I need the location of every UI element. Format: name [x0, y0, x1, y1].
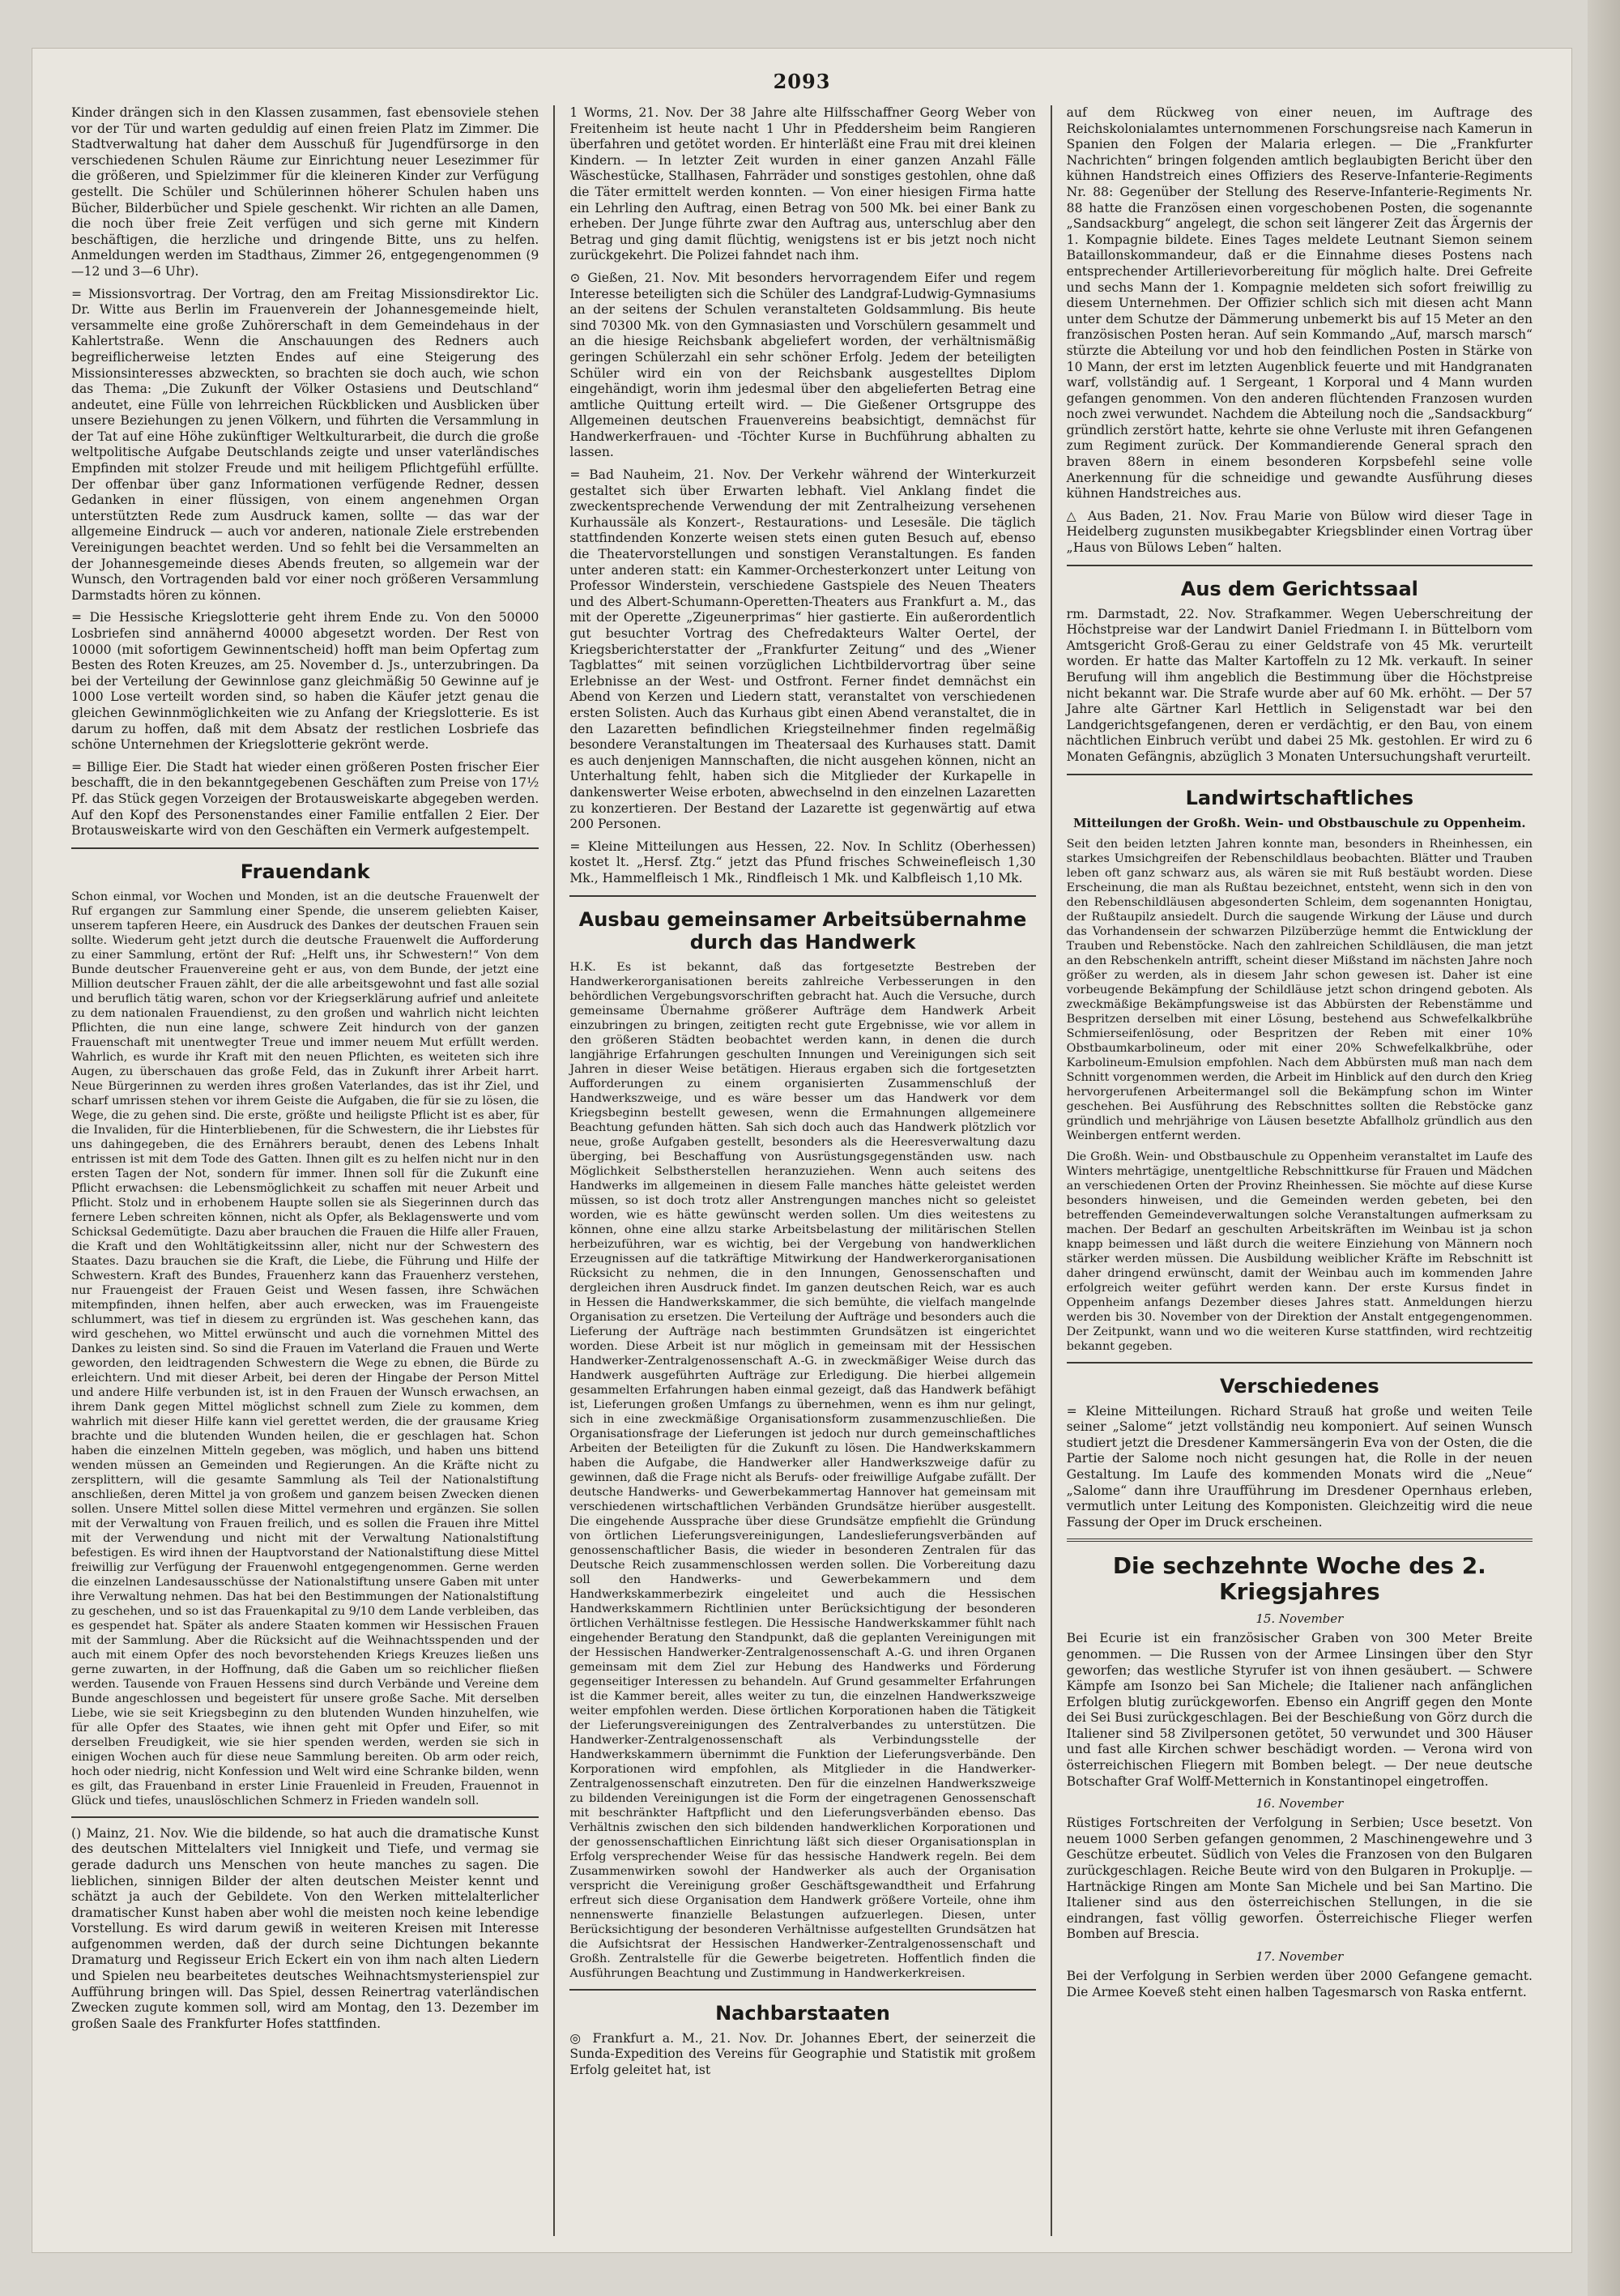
- divider: [1067, 565, 1533, 566]
- entry-15-november: Bei Ecurie ist ein französischer Graben von 300 Meter Breite genommen. — Die Russen von der Armee Linsingen über den Styr geworfen; das westliche Styrufer ist von ihnen gesäubert. — Schwere Kämpfe am Isonzo bei San Michele; die Italiener nach anfänglichen Erfolgen blutig zurückgeworfen. Ebenso ein Angriff gegen den Monte dei Sei Busi zurückgeschlagen. Bei der Beschießung von Görz durch die Italiener sind 58 Zivilpersonen getötet, 50 verwundet und 300 Häuser und fast alle Kirchen schwer beschädigt worden. — Verona wird von österreichischen Fliegern mit Bomben belegt. — Der neue deutsche Botschafter Graf Wolff-Metternich in Konstantinopel eingetroffen.: [1066, 1631, 1533, 1789]
- article-ausbau: H.K. Es ist bekannt, daß das fortgesetzte Bestreben der Handwerkerorganisationen bereits zahlreiche Verbesserungen in den behördlichen Vergebungsvorschriften gebracht hat. Auch die Versuche, durch gemeinsame Übernahme größerer Aufträge dem Handwerk Arbeit einzubringen zu bringen, zeitigten recht gute Ergebnisse, wie vor allem in den größeren Städten beobachtet werden kann, in denen die durch langjährige Erfahrungen geschulten Innungen und Vereinigungen sich seit Jahren in dieser Weise betätigen. Hieraus ergaben sich die fortgesetzten Aufforderungen zu einem organisierten Zusammenschluß der Handwerkszweige, und es wäre besser um das Handwerk vor dem Kriegsbeginn bestellt gewesen, wenn die Ermahnungen allgemeinere Beachtung gefunden hätten. Sah sich doch auch das Handwerk plötzlich vor neue, große Aufgaben gestellt, besonders als die Heeresverwaltung dazu überging, bei Beschaffung von Ausrüstungsgegenständen usw. nach Möglichkeit Selbstherstellen heranzuziehen. Wenn auch seitens des Handwerks im allgemeinen in diesem Falle manches hätte geleistet werden müssen, so ist doch trotz aller Anstrengungen manches nicht so geleistet worden, wie es hätte gewünscht werden sollen. Um dies weitestens zu können, ohne eine allzu starke Arbeitsbelastung der militärischen Stellen herbeizuführen, war es wichtig, bei der Vergebung von handwerklichen Erzeugnissen auf die tatkräftige Mitwirkung der Handwerkerorganisationen Rücksicht zu nehmen, die in den Innungen, Genossenschaften und dergleichen ihren Ausdruck findet. Im ganzen deutschen Reich, war es auch in Hessen die Handwerkskammer, die sich bemühte, die vielfach mangelnde Organisation zu ersetzen. Die Verteilung der Aufträge und besonders auch die Lieferung der Aufträge nach bestimmten Grundsätzen ist eingerichtet worden. Diese Arbeit ist nur möglich in gemeinsam mit der Hessischen Handwerker-Zentralgenossenschaft A.-G. in zweckmäßiger Weise durch das Handwerk ausgeführten Aufträge zur Erledigung. Die hierbei allgemein gesammelten Erfahrungen haben einmal gezeigt, daß das Handwerk befähigt ist, Lieferungen großen Umfangs zu übernehmen, wenn es ihm nur gelingt, sich in eine zweckmäßige Organisationsform zusammenzuschließen. Die Organisationsfrage der Lieferungen ist jedoch nur durch gemeinschaftliches Arbeiten der Beteiligten für die Zukunft zu lösen. Die Handwerkskammern haben die Aufgabe, die Handwerker aller Handwerkszweige dafür zu gewinnen, daß die Frage nicht als Berufs- oder freiwillige Aufgabe zufällt. Der deutsche Handwerks- und Gewerbekammertag Hannover hat gemeinsam mit verschiedenen wirtschaftlichen Verbänden Grundsätze hierüber ausgestellt. Die eingehende Aussprache über diese Grundsätze empfiehlt die Gründung von örtlichen Lieferungsvereinigungen, Landeslieferungsverbänden auf genossenschaftlicher Basis, die wieder in besonderen Zentralen für das Deutsche Reich zusammenschlossen werden sollen. Die Vorbereitung dazu soll den Handwerks- und Gewerbekammern und dem Handwerkskammerbezirk eingeleitet und auch die Hessischen Handwerkskammern Richtlinien unter Berücksichtigung der besonderen örtlichen Verhältnisse festlegen. Die Hessische Handwerkskammer fühlt nach eingehender Beratung den Standpunkt, daß die geplanten Vereinigungen mit der Hessischen Handwerker-Zentralgenossenschaft A.-G. und ihren Organen gemeinsam mit dem Ziel zur Hebung des Handwerks und Förderung gegenseitiger Interessen zu behandeln. Auf Grund gesammelter Erfahrungen ist die Kammer bereit, alles weiter zu tun, die einzelnen Handwerkszweige weiter empfohlen werden. Diese örtlichen Korporationen haben die Tätigkeit der Lieferungsvereinigungen des Zentralverbandes zu unterstützen. Die Handwerker-Zentralgenossenschaft als Verbindungsstelle der Handwerkskammern übernimmt die Funktion der Lieferungsverbände. Den Korporationen wird empfohlen, als Mitglieder in die Handwerker-Zentralgenossenschaft einzutreten. Den für die einzelnen Handwerkszweige zu bildenden Vereinigungen ist die Form der eingetragenen Genossenschaft mit beschränkter Haftpflicht und den Lieferungsverbänden ebenso. Das Verhältnis zwischen den sich bildenden handwerklichen Korporationen und der genossenschaftlichen Einrichtung läßt sich dieser Organisationsplan in Erfolg versprechender Weise für das hessische Handwerk regeln. Bei dem Zusammenwirken sowohl der Handwerker als auch der Organisation verspricht die Vereinigung großer Geschäftsgewandtheit und Erfahrung erfreut sich diese Organisation dem Handwerk größere Vorteile, ohne ihm nennenswerte finanzielle Belastungen aufzuerlegen. Diesen, unter Berücksichtigung der besonderen Verhältnisse aufgestellten Grundsätzen hat die Aufsichtsrat der Hessischen Handwerker-Zentralgenossenschaft und Großh. Zentralstelle für die Gewerbe beigetreten. Hoffentlich finden die Ausführungen Beachtung und Zustimmung in Handwerkerkreisen.: [569, 960, 1036, 1980]
- column-2: [553, 105, 1050, 2236]
- subheading-oppenheim: Mitteilungen der Großh. Wein- und Obstbauschule zu Oppenheim.: [1072, 815, 1526, 830]
- article-frauendank: Schon einmal, vor Wochen und Monden, ist an die deutsche Frauenwelt der Ruf ergangen zur Sammlung einer Spende, die unserem geliebten Kaiser, unserem tapferen Heere, ein Ausdruck des Dankes der deutschen Frauen sein sollte. Wiederum geht jetzt durch die deutsche Frauenwelt die Aufforderung zu einer Sammlung, ertönt der Ruf: „Helft uns, ihr Schwestern!“ Von dem Bunde deutscher Frauenvereine geht er aus, von dem Bunde, der jetzt eine Million deutscher Frauen zählt, der die alle arbeitsgewohnt und fast alle sozial und beruflich tätig waren, schon vor der Kriegserklärung aufrief und anleitete zu dem nationalen Frauendienst, zu den großen und wahrlich nicht leichten Pflichten, die nun eine lange, schwere Zeit hindurch von der ganzen Frauenschaft mit unentwegter Treue und immer neuem Mut erfüllt werden. Wahrlich, es wurde ihr Kraft mit den neuen Pflichten, es weiteten sich ihre Augen, zu überschauen das große Feld, das in Zukunft ihrer Arbeit harrt. Neue Bürgerinnen zu werden ihres großen Vaterlandes, das ist ihr Ziel, und scharf umrissen stehen vor ihrem Geiste die Aufgaben, die für sie zu lösen, die Wege, die zu gehen sind. Die erste, größte und heiligste Pflicht ist es aber, für die Invaliden, für die Hinterbliebenen, für die Schwestern, die ihr Liebstes für uns dahingegeben, die des Ernährers beraubt, denen des Lebens Inhalt entrissen ist mit dem Tode des Gatten. Ihnen gilt es zu helfen nicht nur in den ersten Tagen der Not, sondern für immer. Ihnen soll für die Zukunft eine Pflicht erwachsen: die Lebensmöglichkeit zu schaffen mit neuer Arbeit und Pflicht. Stolz und in erhobenem Haupte sollen sie als Siegerinnen durch das fernere Leben schreiten können, nicht als Opfer, als Beklagenswerte und vom Schicksal Gedemütigte. Dazu aber brauchen die Frauen die Hilfe aller Frauen, die Kraft und den Wohltätigkeitssinn aller, nicht nur der Schwestern des Staates. Dazu brauchen sie die Kraft, die Liebe, die Führung und Hilfe der Schwestern. Kraft des Bundes, Frauenherz kann das Frauenherz verstehen, nur Frauengeist der Frauen Geist und Wesen fassen, ihre Schwächen mitempfinden, ihnen helfen, aber auch erwecken, was im Frauengeiste schlummert, was tief in diesem zu ergründen ist. Was geschehen kann, das wird geschehen, wo Mittel erwünscht und auch die vornehmen Mittel des Dankes zu leisten sind. So sind die Frauen im Vaterland die Frauen und Werte geworden, den leidtragenden Schwestern die Wege zu ebnen, die Bürde zu erleichtern. Und mit dieser Arbeit, bei deren der Hingabe der Person Mittel und andere Hilfe verbunden ist, ist in den Frauen der Wunsch erwachsen, an ihrem Dank gegen Mittel möglichst schnell zum Ziele zu kommen, dem wahrlich mit dieser Hilfe kann viel gerettet werden, die der grausame Krieg brachte und die blutenden Wunden heilen, die er geschlagen hat. Schon haben die einzelnen Mitteln gegeben, was möglich, und haben uns bittend wenden müssen an Gemeinden und Regierungen. An die Kräfte nicht zu zersplittern, will die gesamte Sammlung als Teil der Nationalstiftung anschließen, deren Mittel ja von großem und ganzem beisen Zwecken dienen sollen. Unsere Mittel sollen diese Mittel vermehren und ergänzen. Sie sollen mit der Verwaltung von Frauen freilich, und es sollen die Frauen ihre Mittel mit der Verwendung und nicht mit der Verwaltung Nationalstiftung befestigen. Es wird ihnen der Hauptvorstand der Nationalstiftung diese Mittel freiwillig zur Verfügung der Frauenwohl entgegengenommen. Gerne werden die einzelnen Landesausschüsse der Nationalstiftung unsere Gaben mit unter ihre Verwaltung nehmen. Das hat bei den Bestimmungen der Nationalstiftung zu geschehen, und so ist das Frauenkapital zu 9/10 dem Lande verbleiben, das es gespendet hat. Später als andere Staaten kommen wir Hessischen Frauen mit der Sammlung. Aber die Rücksicht auf die Weihnachtsspenden und der auch mit einem Opfer des noch bevorstehenden Kriegs Kreuzes ließen uns gerne zuwarten, in der Hoffnung, daß die Gaben um so reichlicher fließen werden. Tausende von Frauen Hessens sind durch Verbände und Vereine dem Bunde angeschlossen und begeistert für unsere große Sache. Mit derselben Liebe, wie sie seit Kriegsbeginn zu den blutenden Wunden hinzuhelfen, wie für alle Opfer des Staates, wie ihnen geht mit Opfer und Eifer, so mit derselben Freudigkeit, wie sie hier spenden werden, werden sie sich in einigen Wochen auch für diese neue Sammlung bereiten. Ob arm oder reich, hoch oder niedrig, nicht Konfession und Welt wird eine Schranke bilden, wenn es gilt, das Frauenband in erster Linie Frauenleid in Freuden, Frauennot in Glück und tiefes, unauslöschlichen Schmerz in Frieden wandeln soll.: [71, 890, 539, 1807]
- article-missionsvortrag: = Missionsvortrag. Der Vortrag, den am Freitag Missionsdirektor Lic. Dr. Witte aus Berlin im Frauenverein der Johannesgemeinde hielt, versammelte eine große Zuhörerschaft in dem Gemeindehaus in der Kahlertstraße. Wenn die Anschauungen des Redners auch begreiflicherweise letzten Endes auf eine Steigerung des Missionsinteresses abzweckten, so brachten sie doch auch, wie schon das Thema: „Die Zukunft der Völker Ostasiens und Deutschland“ andeutet, eine Fülle von lehrreichen Rückblicken und Ausblicken über unsere Beziehungen zu jenen Völkern, und führten die Versammlung in der Tat auf eine Höhe zukünftiger Weltkulturarbeit, die durch die große weltpolitische Aufgabe Deutschlands zeigte und unser vaterländisches Empfinden mit stolzer Freude und mit heiligem Pflichtgefühl erfüllte. Der offenbar über ganz Informationen verfügende Redner, dessen Gedanken in einer flüssigen, von einem angenehmen Organ unterstützten Rede zum Ausdruck kamen, sollte — das war der allgemeine Eindruck — auch vor anderen, nationale Ziele erstrebenden Vereinigungen beachtet werden. Und so fehlt bei die Versammelten an der Johannesgemeinde dieses Abends freuten, so allgemein war der Wunsch, den Vortragenden bald vor einer noch größeren Versammlung Darmstadts hören zu können.: [71, 286, 539, 603]
- heading-ausbau: Ausbau gemeinsamer Arbeitsübernahme durch das Handwerk: [578, 907, 1027, 954]
- date-16-november: 16. November: [1256, 1796, 1344, 1812]
- page-edge: [1588, 0, 1620, 2296]
- entry-16-november: Rüstiges Fortschreiten der Verfolgung in Serbien; Usce besetzt. Von neuem 1000 Serben gefangen genommen, 2 Maschinengewehre und 3 Geschütze erbeutet. Südlich von Veles die Franzosen von den Bulgaren zurückgeschlagen. Reiche Beute wird von den Bulgaren in Prokuplje. — Hartnäckige Ringen am Monte San Michele und bei San Martino. Die Italiener sind aus den österreichischen Stellungen, in die sie eindrangen, fast völlig geworfen. Österreichische Flieger werfen Bomben auf Brescia.: [1066, 1816, 1533, 1942]
- columns: [57, 105, 1547, 2236]
- article-frankfurt: ◎ Frankfurt a. M., 21. Nov. Dr. Johannes Ebert, der seinerzeit die Sunda-Expedition des Vereins für Geographie und Statistik mit großem Erfolg geleitet hat, ist: [569, 2030, 1036, 2077]
- article-kriegslotterie: = Die Hessische Kriegslotterie geht ihrem Ende zu. Von den 50000 Losbriefen sind annähernd 40000 abgesetzt worden. Der Rest von 10000 (mit sofortigem Gewinnentscheid) hofft man beim Opfertag zum Besten des Roten Kreuzes, am 25. November d. Js., unterzubringen. Da bei der Verteilung der Gewinnlose ganz gleichmäßig 50 Gewinne auf je 1000 Lose verteilt worden sind, so haben die Käufer jetzt genau die gleichen Gewinnmöglichkeiten wie zu Anfang der Kriegslotterie. Es ist darum zu hoffen, daß mit dem Absatz der restlichen Losbriefe das schöne Unternehmen der Kriegslotterie gekrönt werde.: [71, 610, 539, 753]
- article-kleine-mitteilungen-hessen: = Kleine Mitteilungen aus Hessen, 22. Nov. In Schlitz (Oberhessen) kostet lt. „Hersf. Ztg.“ jetzt das Pfund frisches Schweinefleisch 1,30 Mk., Hammelfleisch 1 Mk., Rindfleisch 1 Mk. und Kalbfleisch 1,10 Mk.: [569, 839, 1036, 886]
- heading-landwirtschaftliches: Landwirtschaftliches: [1185, 786, 1414, 809]
- column-3: [1051, 105, 1547, 2236]
- article-billige-eier: = Billige Eier. Die Stadt hat wieder einen größeren Posten frischer Eier beschafft, die in den bekanntgegebenen Geschäften zum Preise von 17½ Pf. das Stück gegen Vorzeigen der Brotausweiskarte abgegeben werden. Auf den Kopf des Personenstandes einer Familie entfallen 2 Eier. Der Brotausweiskarte wird von den Geschäften ein Vermerk aufgestempelt.: [71, 759, 539, 839]
- divider: [569, 895, 1035, 897]
- article-frankfurt-continued: auf dem Rückweg von einer neuen, im Auftrage des Reichskolonialamtes unternommenen Forschungsreise nach Kamerun in Spanien den Folgen der Malaria erlegen. — Die „Frankfurter Nachrichten“ bringen folgenden amtlich beglaubigten Bericht über den kühnen Handstreich eines Offiziers des Reserve-Infanterie-Regiments Nr. 88: Gegenüber der Stellung des Reserve-Infanterie-Regiments Nr. 88 hatte die Französen einen vorgeschobenen Posten, die sogenannte „Sandsackburg“ angelegt, die schon seit längerer Zeit das Ärgernis der 1. Kompagnie bildete. Eines Tages meldete Leutnant Siemon seinem Bataillonskommandeur, daß er die Einnahme dieses Postens nach entsprechender Artillerievorbereitung für möglich halte. Drei Gefreite und sechs Mann der 1. Kompagnie meldeten sich sofort freiwillig zu diesem Unternehmen. Der Offizier schlich sich mit diesen acht Mann unter dem Schutze der Dämmerung unbemerkt bis auf 15 Meter an den französischen Posten heran. Auf sein Kommando „Auf, marsch marsch“ stürzte die Abteilung vor und hob den feindlichen Posten in Stärke von 10 Mann, der erst im letzten Augenblick feuerte und mit Handgranaten warf, vollständig auf. 1 Sergeant, 1 Korporal und 4 Mann wurden gefangen genommen. Von den anderen flüchtenden Franzosen wurden noch zwei verwundet. Nachdem die Abteilung noch die „Sandsackburg“ gründlich zerstört hatte, kehrte sie ohne Verluste mit ihren Gefangenen zum Regiment zurück. Der Kommandierende General sprach den braven 88ern in einem besonderen Korpsbefehl seine volle Anerkennung für die schneidige und gewandte Ausführung dieses kühnen Handstreiches aus.: [1066, 105, 1533, 501]
- divider: [1067, 1362, 1533, 1364]
- column-1: [57, 105, 553, 2236]
- article-giessen: ⊙ Gießen, 21. Nov. Mit besonders hervorragendem Eifer und regem Interesse beteiligten sich die Schüler des Landgraf-Ludwig-Gymnasiums an der seitens der Schulen veranstalteten Goldsammlung. Bis heute sind 70300 Mk. von den Gymnasiasten und Vorschülern gesammelt und an die hiesige Reichsbank abgeliefert worden, der verhältnismäßig geringen Schülerzahl ein sehr schöner Erfolg. Jedem der beteiligten Schüler wird ein von der Reichsbank ausgestelltes Diplom eingehändigt, worin ihm jedesmal über den abgelieferten Betrag eine amtliche Quittung erteilt wird. — Die Gießener Ortsgruppe des Allgemeinen deutschen Frauenvereins beabsichtigt, demnächst für Handwerkerfrauen- und -Töchter Kurse in Buchführung abhalten zu lassen.: [569, 270, 1036, 460]
- date-17-november: 17. November: [1256, 1949, 1344, 1964]
- date-15-november: 15. November: [1256, 1611, 1344, 1627]
- entry-17-november: Bei der Verfolgung in Serbien werden über 2000 Gefangene gemacht. Die Armee Koeveß steht einen halben Tagesmarsch von Raska entfernt.: [1066, 1969, 1533, 1999]
- divider: [1067, 774, 1533, 775]
- article-salome: = Kleine Mitteilungen. Richard Strauß hat große und weiten Teile seiner „Salome“ jetzt vollständig neu komponiert. Auf seinen Wunsch studiert jetzt die Dresdener Kammersängerin Eva von der Osten, die die Partie der Salome noch nicht gesungen hat, die Rolle in der neuen Gestaltung. Im Laufe des kommenden Monats wird die „Neue“ „Salome“ dann ihre Uraufführung im Dresdener Opernhaus erleben, vermutlich unter Leitung des Komponisten. Gleichzeitig wird die neue Fassung der Oper im Druck erscheinen.: [1066, 1403, 1533, 1530]
- article-mainz: () Mainz, 21. Nov. Wie die bildende, so hat auch die dramatische Kunst des deutschen Mittelalters viel Innigkeit und Tiefe, und vermag sie gerade dadurch uns Menschen von heute manches zu sagen. Die lieblichen, sinnigen Bilder der alten deutschen Meister kennt und schätzt ja auch der Gebildete. Von den Werken mittelalterlicher dramatischer Kunst haben aber wohl die meisten noch keine lebendige Vorstellung. Es wird darum gewiß in weiteren Kreisen mit Interesse aufgenommen werden, daß der durch seine Dichtungen bekannte Dramaturg und Regisseur Erich Eckert ein von ihm nach alten Liedern und Spielen neu bearbeitetes deutsches Weihnachtsmysterienspiel zur Aufführung bringen will. Das Spiel, dessen Reinertrag vaterländischen Zwecken zugute kommen soll, wird am Montag, den 13. Dezember im großen Saale des Frankfurter Hofes stattfinden.: [71, 1825, 539, 2031]
- newspaper-page: [32, 49, 1571, 2252]
- divider: [569, 1989, 1035, 1991]
- heading-gerichtssaal: Aus dem Gerichtssaal: [1180, 577, 1418, 600]
- divider: [71, 847, 539, 849]
- heading-nachbarstaaten: Nachbarstaaten: [715, 2001, 890, 2025]
- article-worms: 1 Worms, 21. Nov. Der 38 Jahre alte Hilfsschaffner Georg Weber von Freitenheim ist heute nacht 1 Uhr in Pfeddersheim beim Rangieren überfahren und getötet worden. Er hinterläßt eine Frau mit drei kleinen Kindern. — In letzter Zeit wurden in einer ganzen Anzahl Fälle Wäschestücke, Stallhasen, Fahrräder und sonstiges gestohlen, ohne daß die Täter ermittelt werden konnten. — Von einer hiesigen Firma hatte ein Lehrling den Auftrag, einen Betrag von 500 Mk. bei einer Bank zu erheben. Der Junge führte zwar den Auftrag aus, unterschlug aber den Betrag und ging damit flüchtig, wenigstens ist er bis jetzt noch nicht zurückgekehrt. Die Polizei fahndet nach ihm.: [569, 105, 1036, 263]
- article-bad-nauheim: = Bad Nauheim, 21. Nov. Der Verkehr während der Winterkurzeit gestaltet sich über Erwarten lebhaft. Viel Anklang findet die zweckentsprechende Verwendung der mit Zentralheizung versehenen Kurhaussäle als Konzert-, Restaurations- und Lesesäle. Die täglich stattfindenden Konzerte weisen stets einen guten Besuch auf, ebenso die Theatervorstellungen und sonstigen Veranstaltungen. Es fanden unter anderen statt: ein Kammer-Orchesterkonzert unter Leitung von Professor Winderstein, verschiedene Gastspiele des Neuen Theaters und des Albert-Schumann-Operetten-Theaters aus Frankfurt a. M., das mit der Operette „Zigeunerprimas“ hier gastierte. Ein außerordentlich gut besuchter Vortrag des Chefredakteurs Walter Oertel, der Kriegsberichterstatter der „Frankfurter Zeitung“ und des „Wiener Tagblattes“ mit seinen vorzüglichen Lichtbildervortrag über seine Erlebnisse an der West- und Ostfront. Ferner findet demnächst ein Abend von Kerzen und Liedern statt, veranstaltet von verschiedenen ersten Solisten. Auch das Kurhaus gibt einen Abend veranstaltet, die in den Lazaretten befindlichen Kriegsteilnehmer finden regelmäßig besondere Veranstaltungen im Theatersaal des Kurhauses statt. Damit es auch denjenigen Mannschaften, die nicht ausgehen können, nicht an Unterhaltung fehlt, haben sich die Mitglieder der Kurkapelle in dankenswerter Weise erboten, abwechselnd in den einzelnen Lazaretten zu konzertieren. Der Bestand der Lazarette ist gegenwärtig auf etwa 200 Personen.: [569, 467, 1036, 832]
- article-continuation: Kinder drängen sich in den Klassen zusammen, fast ebensoviele stehen vor der Tür und warten geduldig auf einen freien Platz im Zimmer. Die Stadtverwaltung hat daher dem Ausschuß für Jugendfürsorge in den verschiedenen Schulen Räume zur Einrichtung neuer Lesezimmer für die größeren, und Spielzimmer für die kleineren Kinder zur Verfügung gestellt. Die Schüler und Schülerinnen höherer Schulen haben uns Bücher, Bilderbücher und Spiele geschenkt. Wir richten an alle Damen, die noch über freie Zeit verfügen und sich gerne mit Kindern beschäftigen, die herzliche und dringende Bitte, uns zu helfen. Anmeldungen werden im Stadthaus, Zimmer 26, entgegengenommen (9—12 und 3—6 Uhr).: [71, 105, 539, 279]
- divider: [1067, 1538, 1533, 1542]
- heading-kriegswoche: Die sechzehnte Woche des 2. Kriegsjahres: [1112, 1552, 1486, 1606]
- article-aus-baden: △ Aus Baden, 21. Nov. Frau Marie von Bülow wird dieser Tage in Heidelberg zugunsten musikbegabter Kriegsblinder einen Vortrag über „Haus von Bülows Leben“ halten.: [1066, 508, 1533, 556]
- article-rebschnittkurse: Die Großh. Wein- und Obstbauschule zu Oppenheim veranstaltet im Laufe des Winters mehrtägige, unentgeltliche Rebschnittkurse für Frauen und Mädchen an verschiedenen Orten der Provinz Rheinhessen. Sie möchte auf diese Kurse besonders hinweisen, und die Gemeinden werden gebeten, bei den betreffenden Gemeindeverwaltungen solche Veranstaltungen aufmerksam zu machen. Der Bedarf an geschulten Arbeitskräften im Weinbau ist ja schon knapp beimessen und läßt durch die weitere Einziehung von Männern noch stärker werden müssen. Die Ausbildung weiblicher Kräfte im Rebschnitt ist daher dringend erwünscht, damit der Weinbau auch im kommenden Jahre erfolgreich weiter geführt werden kann. Der erste Kursus findet in Oppenheim anfangs Dezember dieses Jahres statt. Anmeldungen hierzu werden bis 30. November von der Direktion der Anstalt entgegengenommen. Der Zeitpunkt, wann und wo die weiteren Kurse stattfinden, wird rechtzeitig bekannt gegeben.: [1066, 1150, 1533, 1353]
- heading-frauendank: Frauendank: [240, 860, 370, 883]
- article-darmstadt-strafkammer: rm. Darmstadt, 22. Nov. Strafkammer. Wegen Ueberschreitung der Höchstpreise war der Landwirt Daniel Friedmann I. in Büttelborn vom Amtsgericht Groß-Gerau zu einer Geldstrafe von 45 Mk. verurteilt worden. Er hatte das Malter Kartoffeln zu 12 Mk. verkauft. In seiner Berufung will ihm angeblich die Bestimmung über die Höchstpreise nicht bekannt war. Die Strafe wurde aber auf 60 Mk. erhöht. — Der 57 Jahre alte Gärtner Karl Hettlich in Seligenstadt war bei den Landgerichtsgefangenen, deren er verdächtig, er den Bau, von einem nächtlichen Einbruch verübt und dabei 25 Mk. gestohlen. Er wird zu 6 Monaten Gefängnis, abzüglich 3 Monaten Untersuchungshaft verurteilt.: [1066, 606, 1533, 764]
- page-number: 2093: [773, 70, 831, 93]
- divider: [71, 1816, 539, 1818]
- article-rebenschildlaus: Seit den beiden letzten Jahren konnte man, besonders in Rheinhessen, ein starkes Umsichgreifen der Rebenschildlaus beobachten. Blätter und Trauben leben oft ganz schwarz aus, als wären sie mit Ruß bestäubt worden. Diese Erscheinung, die man als Rußtau bezeichnet, entsteht, wenn sich in den von den Rebenschildläusen abgesonderten Schleim, dem sogenannten Honigtau, der Rußtaupilz ansiedelt. Durch die saugende Wirkung der Läuse und durch das Vorhandensein der schwarzen Pilzüberzüge hemmt die Entwicklung der Trauben und Rebenstöcke. Nach den zahlreichen Schildläusen, die man jetzt an den Rebschenkeln antrifft, scheint dieser Mißstand im nächsten Jahre noch größer zu werden, als in diesem Jahr schon gewesen ist. Daher ist eine vorbeugende Bekämpfung der Schildläuse jetzt schon dringend geboten. Als zweckmäßige Bekämpfungsweise ist das Abbürsten der Rebenstämme und Bespritzen derselben mit einer Lösung, bestehend aus Schwefelkalkbrühe Schmierseifenlösung, oder Bespritzen der Reben mit einer 10% Obstbaumkarbolineum, oder mit einer 20% Schwefelkalkbrühe, oder Karbolineum-Emulsion empfohlen. Nach dem Abbürsten muß man nach dem Schnitt vorgenommen werden, die Arbeit im Hinblick auf den durch den Krieg hervorgerufenen Arbeitermangel soll die Bekämpfung schon im Winter geschehen. Bei Ausführung des Rebschnittes sollten die Rebstöcke ganz gründlich und mehrjährige von Läusen besetzte Abfallholz gründlich aus den Weinbergen entfernt werden.: [1066, 837, 1533, 1142]
- heading-verschiedenes: Verschiedenes: [1220, 1374, 1379, 1398]
